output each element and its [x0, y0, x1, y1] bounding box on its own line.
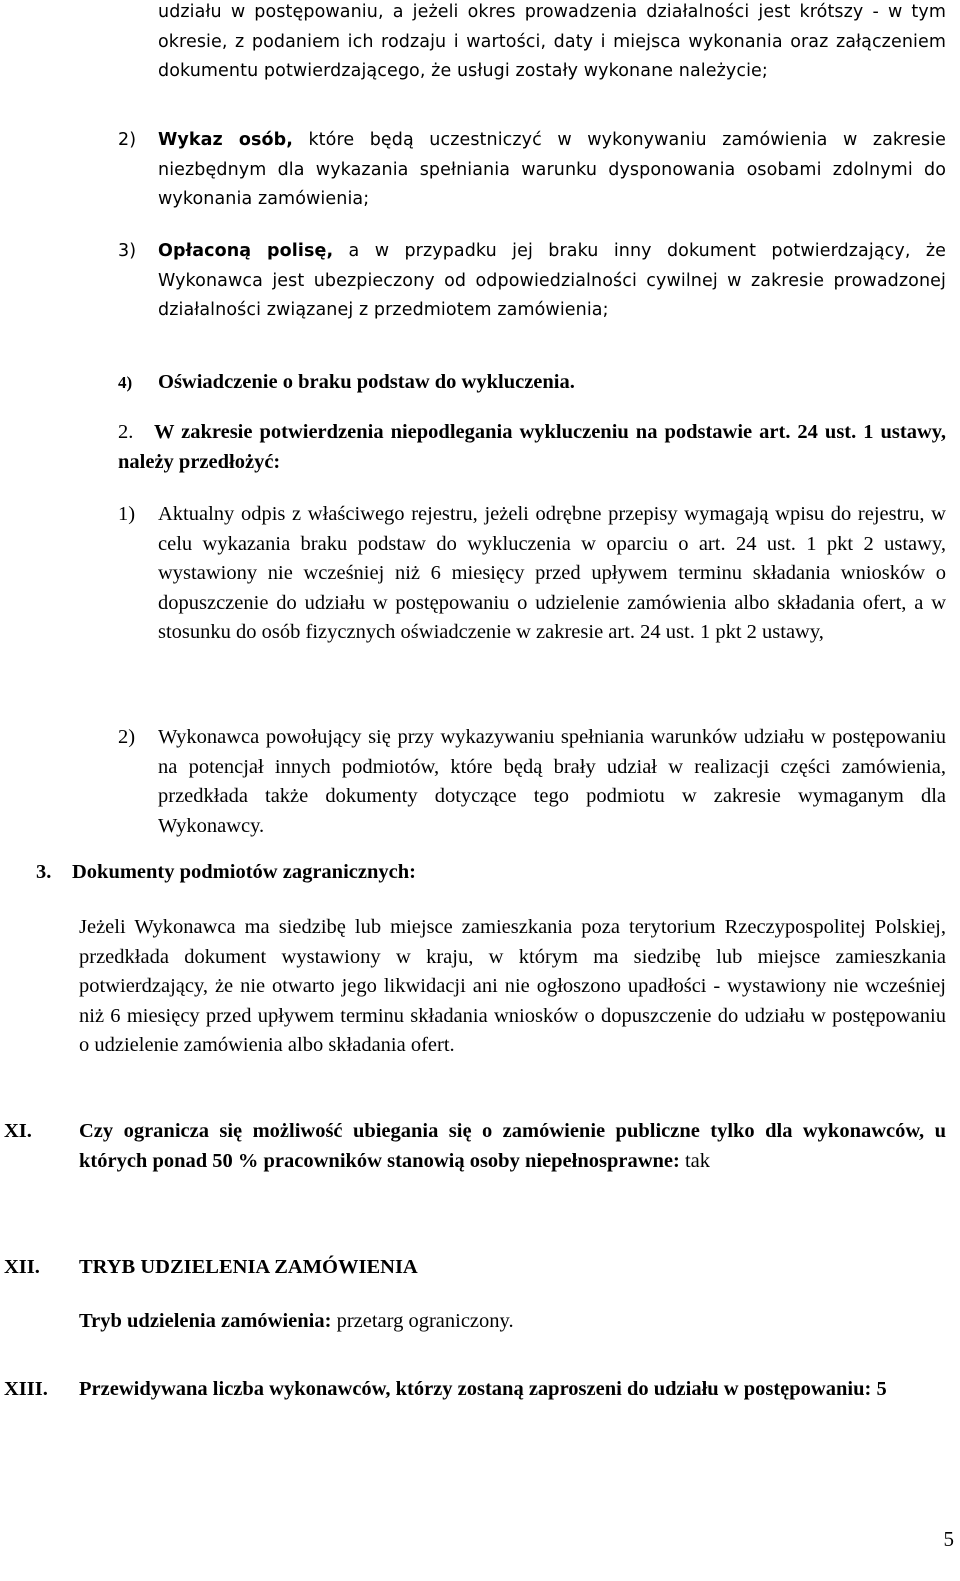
section-2-number: 2.: [118, 421, 134, 443]
section-2-heading: [118, 418, 946, 477]
section-xii-mode-value: przetarg ograniczony.: [331, 1310, 514, 1332]
section-2-item-1: [158, 500, 946, 648]
section-2-item-1-text: Aktualny odpis z właściwego rejestru, jeżeli odrębne przepisy wymagają wpisu do rejestru, w celu wykazania braku podstaw do wykluczenia w oparciu o art. 24 ust. 1 pkt 2 ustawy, wystawiony nie wcześniej niż 6 miesięcy przed upływem terminu składania wniosków o dopuszczenie do udziału w postępowaniu o udzielenie zamówienia albo składania ofert, a w stosunku do osób fizycznych oświadczenie w zakresie art. 24 ust. 1 pkt 2 ustawy,: [158, 503, 946, 643]
item-3-bold: Opłaconą polisę,: [158, 241, 334, 261]
item-4-bold: Oświadczenie o braku podstaw do wykluczenia.: [158, 371, 575, 393]
page-number-text: 5: [943, 1527, 954, 1551]
section-xiii-text: Przewidywana liczba wykonawców, którzy zostaną zaproszeni do udziału w postępowaniu: 5: [79, 1378, 887, 1400]
section-2-item-1-number: 1): [118, 503, 136, 525]
section-xii-mode-label: Tryb udzielenia zamówienia:: [79, 1310, 332, 1332]
section-3-text: Jeżeli Wykonawca ma siedzibę lub miejsce zamieszkania poza terytorium Rzeczypospolitej Polskiej, przedkłada dokument wystawiony w kraju, w którym ma siedzibę lub miejsce zamieszkania potwierdzający, że nie otwarto jego likwidacji ani nie ogłoszono upadłości - wystawiony nie wcześniej niż 6 miesięcy przed upływem terminu składania wniosków o dopuszczenie do udziału w postępowaniu o udzielenie zamówienia albo składania ofert.: [79, 916, 946, 1056]
section-xi: [79, 1117, 946, 1176]
section-2-heading-text: W zakresie potwierdzenia niepodlegania wykluczeniu na podstawie art. 24 ust. 1 ustawy, należy przedłożyć:: [118, 421, 946, 473]
section-xii-number: XII.: [4, 1256, 40, 1278]
section-xi-question: Czy ogranicza się możliwość ubiegania się o zamówienie publiczne tylko dla wykonawców, u których ponad 50 % pracowników stanowią osoby niepełnosprawne:: [79, 1120, 946, 1172]
section-2-item-2-number: 2): [118, 726, 136, 748]
section-xi-answer: tak: [679, 1149, 711, 1172]
item-3-number: 3): [118, 241, 137, 261]
section-xii-mode: [79, 1307, 946, 1337]
item-2-number: 2): [118, 130, 137, 150]
continuation-paragraph: [158, 0, 946, 87]
section-xii-heading: [79, 1253, 946, 1283]
section-3-heading: [72, 858, 946, 888]
item-4: [158, 368, 946, 398]
section-3-heading-text: Dokumenty podmiotów zagranicznych:: [72, 861, 416, 883]
section-xii-heading-text: TRYB UDZIELENIA ZAMÓWIENIA: [79, 1256, 418, 1278]
item-3: [158, 237, 946, 326]
item-2-bold: Wykaz osób,: [158, 130, 293, 150]
item-4-number: 4): [118, 373, 133, 392]
item-2: [158, 126, 946, 215]
section-3-paragraph: [79, 913, 946, 1061]
section-xi-number: XI.: [4, 1120, 32, 1142]
section-2-item-2: [158, 723, 946, 841]
section-xiii: [79, 1375, 946, 1405]
continuation-text: udziału w postępowaniu, a jeżeli okres prowadzenia działalności jest krótszy - w tym okresie, z podaniem ich rodzaju i wartości, daty i miejsca wykonania oraz załączeniem dokumentu potwierdzającego, że usługi zostały wykonane należycie;: [158, 2, 946, 81]
item-3-text: a w przypadku jej braku inny dokument potwierdzający, że Wykonawca jest ubezpieczony od odpowiedzialności cywilnej w zakresie prowadzonej działalności związanej z przedmiotem zamówienia;: [158, 241, 946, 320]
section-xiii-number: XIII.: [4, 1378, 48, 1400]
item-2-text: które będą uczestniczyć w wykonywaniu zamówienia w zakresie niezbędnym dla wykazania spełniania warunku dysponowania osobami zdolnymi do wykonania zamówienia;: [158, 130, 946, 209]
page-number: [930, 1525, 954, 1555]
section-3-number: 3.: [36, 861, 52, 883]
section-2-item-2-text: Wykonawca powołujący się przy wykazywaniu spełniania warunków udziału w postępowaniu na potencjał innych podmiotów, które będą brały udział w realizacji części zamówienia, przedkłada także dokumenty dotyczące tego podmiotu w zakresie wymaganym dla Wykonawcy.: [158, 726, 946, 837]
